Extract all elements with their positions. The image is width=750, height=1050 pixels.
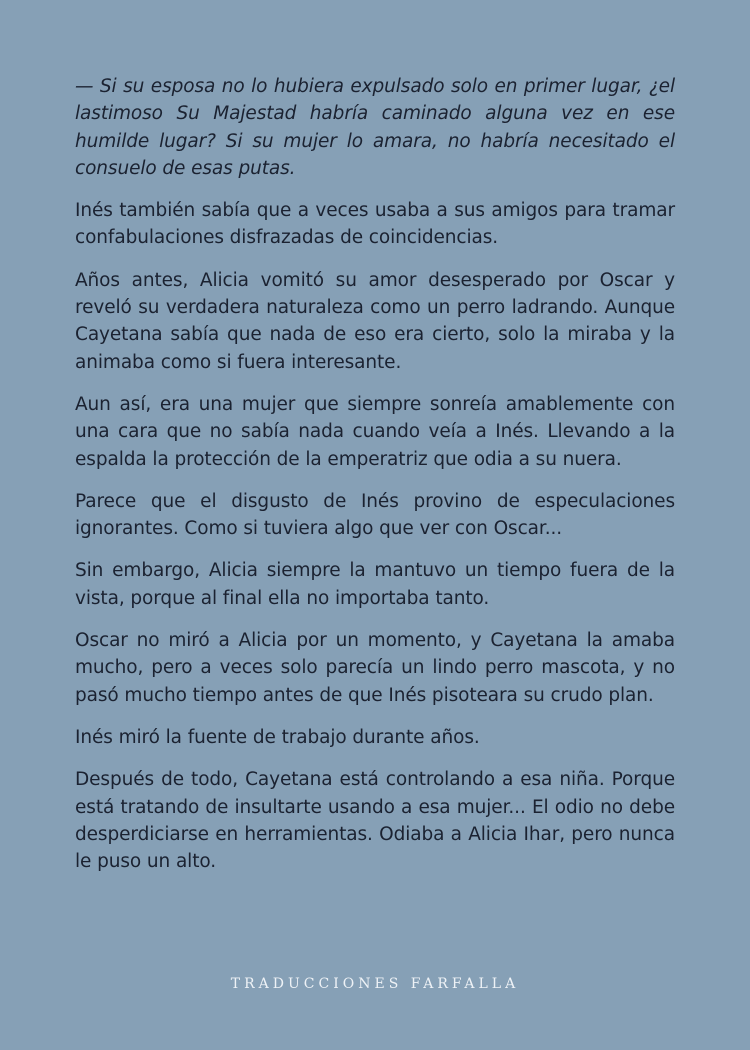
document-body — [75, 73, 675, 890]
paragraph-5: Parece que el disgusto de Inés provino de especulaciones ignorantes. Como si tuviera algo que ver con Oscar... — [75, 490, 675, 540]
paragraph-3: Años antes, Alicia vomitó su amor desesperado por Oscar y reveló su verdadera naturaleza como un perro ladrando. Aunque Cayetana sabía que nada de eso era cierto, solo la miraba y la animaba como si fuera interesante. — [75, 269, 675, 373]
paragraph-6: Sin embargo, Alicia siempre la mantuvo un tiempo fuera de la vista, porque al final ella no importaba tanto. — [75, 560, 675, 609]
footer-credit: TRADUCCIONES FARFALLA — [230, 976, 520, 992]
paragraph-4: Aun así, era una mujer que siempre sonreía amablemente con una cara que no sabía nada cuando veía a Inés. Llevando a la espalda la protección de la emperatriz que odia a su nuera. — [75, 393, 675, 470]
paragraph-7: Oscar no miró a Alicia por un momento, y Cayetana la amaba mucho, pero a veces solo parecía un lindo perro mascota, y no pasó mucho tiempo antes de que Inés pisoteara su crudo plan. — [75, 630, 675, 706]
paragraph-9: Después de todo, Cayetana está controlando a esa niña. Porque está tratando de insultarte usando a esa mujer... El odio no debe desperdiciarse en herramientas. Odiaba a Alicia Ihar, pero nunca le puso un alto. — [75, 769, 675, 873]
paragraph-2: Inés también sabía que a veces usaba a sus amigos para tramar confabulaciones disfrazadas de coincidencias. — [75, 200, 675, 249]
paragraph-1: — Si su esposa no lo hubiera expulsado solo en primer lugar, ¿el lastimoso Su Majestad habría caminado alguna vez en ese humilde lugar? Si su mujer lo amara, no habría necesitado el consuelo de esas putas. — [75, 76, 675, 179]
paragraph-8: Inés miró la fuente de trabajo durante años. — [75, 726, 480, 748]
